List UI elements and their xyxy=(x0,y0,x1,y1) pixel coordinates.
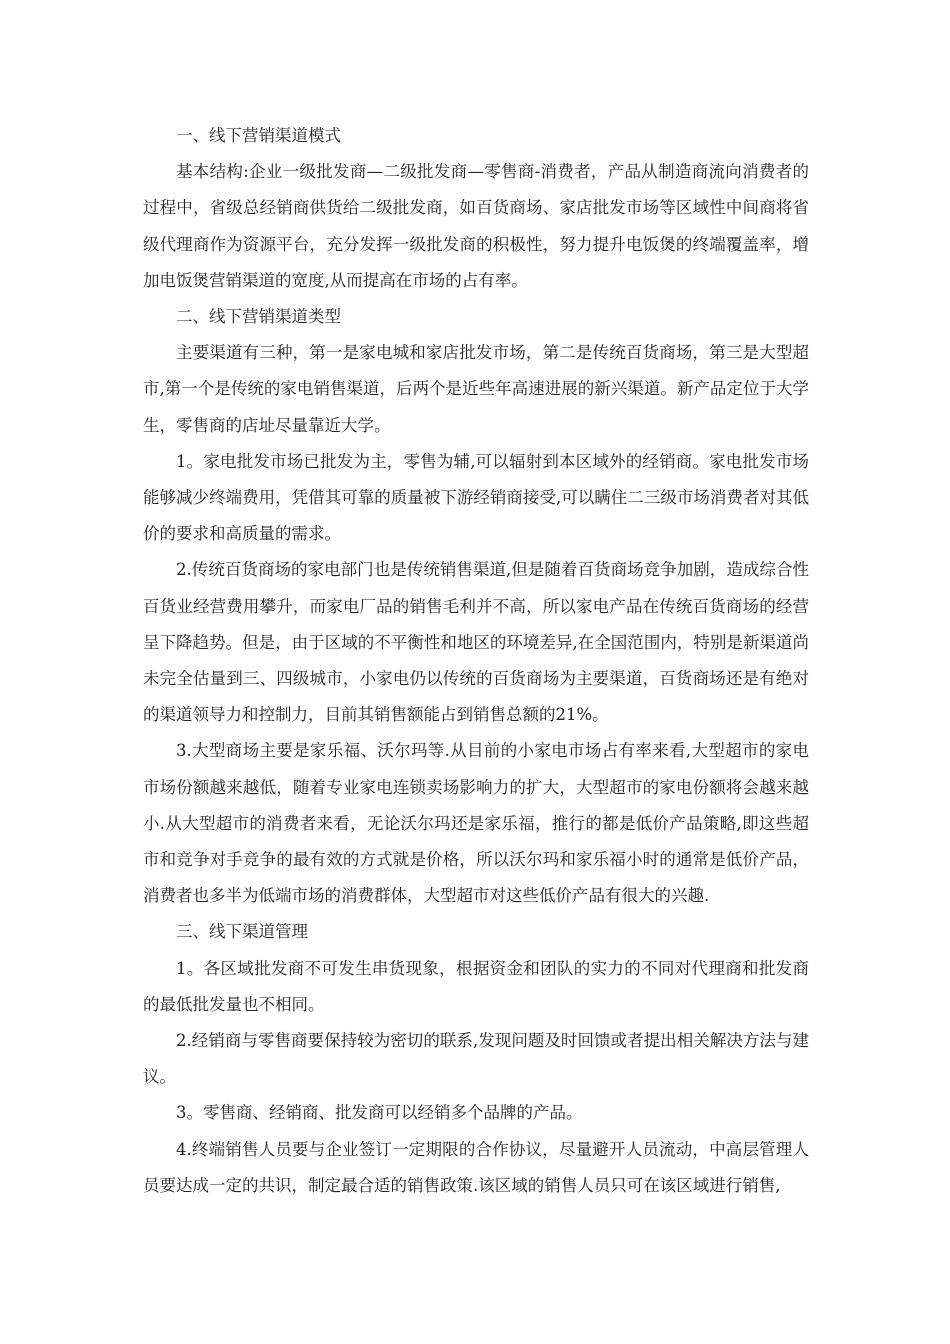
paragraph-management-1: 1。各区域批发商不可发生串货现象，根据资金和团队的实力的不同对代理商和批发商的最低批发量也不相同。 xyxy=(143,958,809,1014)
section-heading-3: 三、线下渠道管理 xyxy=(176,922,308,942)
paragraph-management-2: 2.经销商与零售商要保持较为密切的联系,发现问题及时回馈或者提出相关解决方法与建议。 xyxy=(143,1031,809,1087)
paragraph-management-4: 4.终端销售人员要与企业签订一定期限的合作协议，尽量避开人员流动，中高层管理人员要达成一定的共识，制定最合适的销售政策.该区域的销售人员只可在该区域进行销售, xyxy=(143,1139,809,1195)
document-body xyxy=(143,118,809,1204)
section-heading-2: 二、线下营销渠道类型 xyxy=(176,307,341,327)
section-heading-1: 一、线下营销渠道模式 xyxy=(176,126,341,145)
paragraph-basic-structure: 基本结构:企业一级批发商—二级批发商—零售商-消费者，产品从制造商流向消费者的过程中，省级总经销商供货给二级批发商，如百货商场、家店批发市场等区域性中间商将省级代理商作为资源平台，充分发挥一级批发商的积极性，努力提升电饭煲的终端覆盖率，增加电饭煲营销渠道的宽度,从而提高在市场的占有率。 xyxy=(143,162,809,290)
paragraph-item-2-department-store: 2.传统百货商场的家电部门也是传统销售渠道,但是随着百货商场竞争加剧，造成综合性百货业经营费用攀升，而家电厂品的销售毛利并不高，所以家电产品在传统百货商场的经营呈下降趋势。但是，由于区域的不平衡性和地区的环境差异,在全国范围内，特别是新渠道尚未完全估量到三、四级城市，小家电仍以传统的百货商场为主要渠道，百货商场还是有绝对的渠道领导力和控制力，目前其销售额能占到销售总额的21%。 xyxy=(143,560,809,725)
paragraph-main-channels: 主要渠道有三种，第一是家电城和家店批发市场，第二是传统百货商场，第三是大型超市,第一个是传统的家电销售渠道，后两个是近些年高速进展的新兴渠道。新产品定位于大学生，零售商的店址尽量靠近大学。 xyxy=(143,343,809,435)
paragraph-management-3: 3。零售商、经销商、批发商可以经销多个品牌的产品。 xyxy=(176,1103,583,1123)
paragraph-item-3-supermarket: 3.大型商场主要是家乐福、沃尔玛等.从目前的小家电市场占有率来看,大型超市的家电市场份额越来越低，随着专业家电连锁卖场影响力的扩大，大型超市的家电份额将会越来越小.从大型超市的消费者来看，无论沃尔玛还是家乐福，推行的都是低价产品策略,即这些超市和竞争对手竞争的最有效的方式就是价格，所以沃尔玛和家乐福小时的通常是低价产品，消费者也多半为低端市场的消费群体，大型超市对这些低价产品有很大的兴趣. xyxy=(143,741,809,906)
paragraph-item-1-wholesale: 1。家电批发市场已批发为主，零售为辅,可以辐射到本区域外的经销商。家电批发市场能够减少终端费用，凭借其可靠的质量被下游经销商接受,可以瞒住二三级市场消费者对其低价的要求和高质量的需求。 xyxy=(143,451,809,544)
